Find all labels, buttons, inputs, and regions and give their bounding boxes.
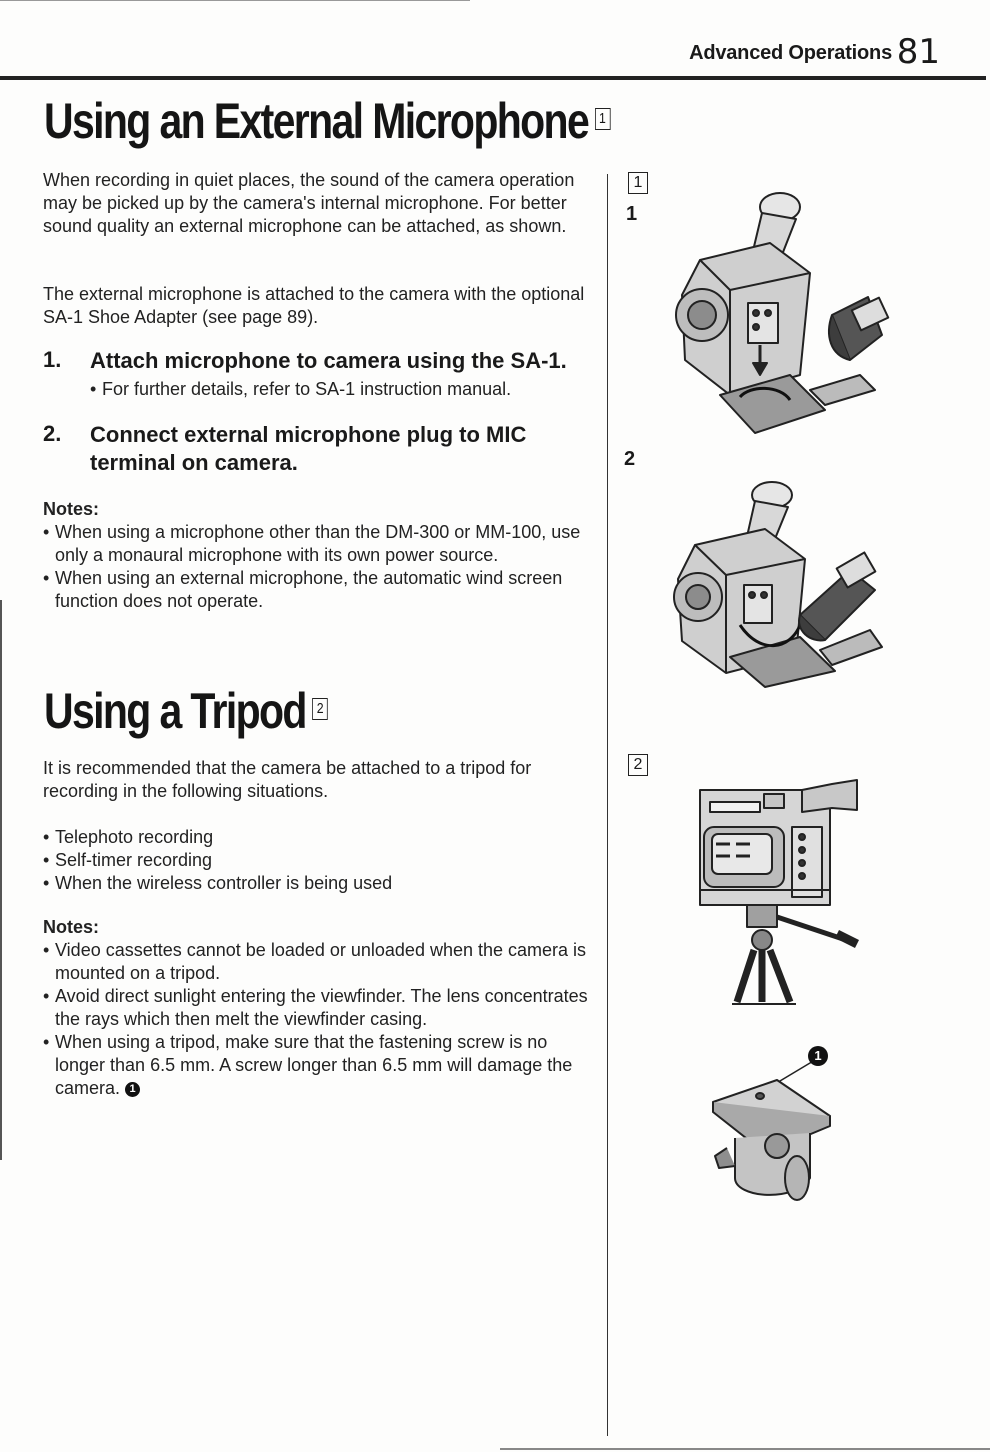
- callout-marker: 1: [125, 1082, 140, 1097]
- figure-1-step-1-label: 1: [626, 203, 638, 225]
- tripod-intro: It is recommended that the camera be attached to a tripod for recording in the following situations.: [43, 758, 532, 801]
- microphone-notes: [43, 498, 603, 613]
- note-item: • Video cassettes cannot be loaded or unloaded when the camera is mounted on a tripod.: [43, 939, 599, 985]
- running-header-section: Advanced Operations: [689, 42, 892, 64]
- notes-heading: Notes:: [43, 499, 100, 519]
- camcorder-mic-connected-illustration: [660, 475, 900, 690]
- note-item: • When using a microphone other than the DM-300 or MM-100, use only a monaural microphone with its own power source.: [43, 521, 603, 567]
- microphone-title: Using an External Microphone: [44, 93, 589, 149]
- list-item: • When the wireless controller is being used: [43, 872, 583, 895]
- tripod-notes: [43, 916, 599, 1100]
- step-1-title: Attach microphone to camera using the SA-1.: [90, 348, 567, 373]
- tripod-heading: [44, 682, 390, 740]
- figure-ref-box: 1: [595, 108, 611, 130]
- figure-ref-box: 2: [312, 698, 328, 720]
- figure-2-box: 2: [628, 754, 648, 776]
- note-item: • Avoid direct sunlight entering the viewfinder. The lens concentrates the rays which then melt the viewfinder casing.: [43, 985, 599, 1031]
- note-item-text: When using a tripod, make sure that the fastening screw is no longer than 6.5 mm. A screw longer than 6.5 mm will damage the camera.: [55, 1032, 573, 1098]
- tripod-situations: [43, 826, 583, 895]
- list-item: • Telephoto recording: [43, 826, 583, 849]
- figure-1-step-2-label: 2: [624, 448, 636, 470]
- figure-1-box: 1: [628, 172, 648, 194]
- step-2: [43, 421, 563, 477]
- binding-edge-mark: [0, 600, 2, 1160]
- page-number: 81: [896, 32, 940, 72]
- note-item: [43, 1031, 599, 1100]
- callout-marker: 1: [808, 1046, 828, 1066]
- camcorder-attach-illustration: [660, 185, 900, 440]
- list-item: • Self-timer recording: [43, 849, 583, 872]
- microphone-intro-2: The external microphone is attached to the camera with the optional SA-1 Shoe Adapter (see page 89).: [43, 284, 585, 327]
- note-item: • When using an external microphone, the automatic wind screen function does not operate.: [43, 567, 603, 613]
- microphone-heading: [44, 92, 735, 150]
- notes-heading: Notes:: [43, 917, 100, 937]
- header-rule: [0, 76, 986, 80]
- step-1-detail: • For further details, refer to SA-1 instruction manual.: [90, 378, 603, 401]
- tripod-title: Using a Tripod: [44, 683, 306, 739]
- step-2-number: 2.: [43, 421, 62, 446]
- microphone-intro: When recording in quiet places, the sound of the camera operation may be picked up by the camera's internal microphone. For better sound quality an external microphone can be attached, as shown.: [43, 170, 575, 236]
- step-1: [43, 347, 603, 401]
- step-1-number: 1.: [43, 347, 62, 372]
- top-edge-rule: [0, 0, 470, 1]
- step-2-title: Connect external microphone plug to MIC terminal on camera.: [90, 422, 527, 475]
- bottom-edge-rule: [500, 1448, 990, 1450]
- camcorder-on-tripod-illustration: [692, 772, 867, 1007]
- column-divider: [607, 174, 608, 1436]
